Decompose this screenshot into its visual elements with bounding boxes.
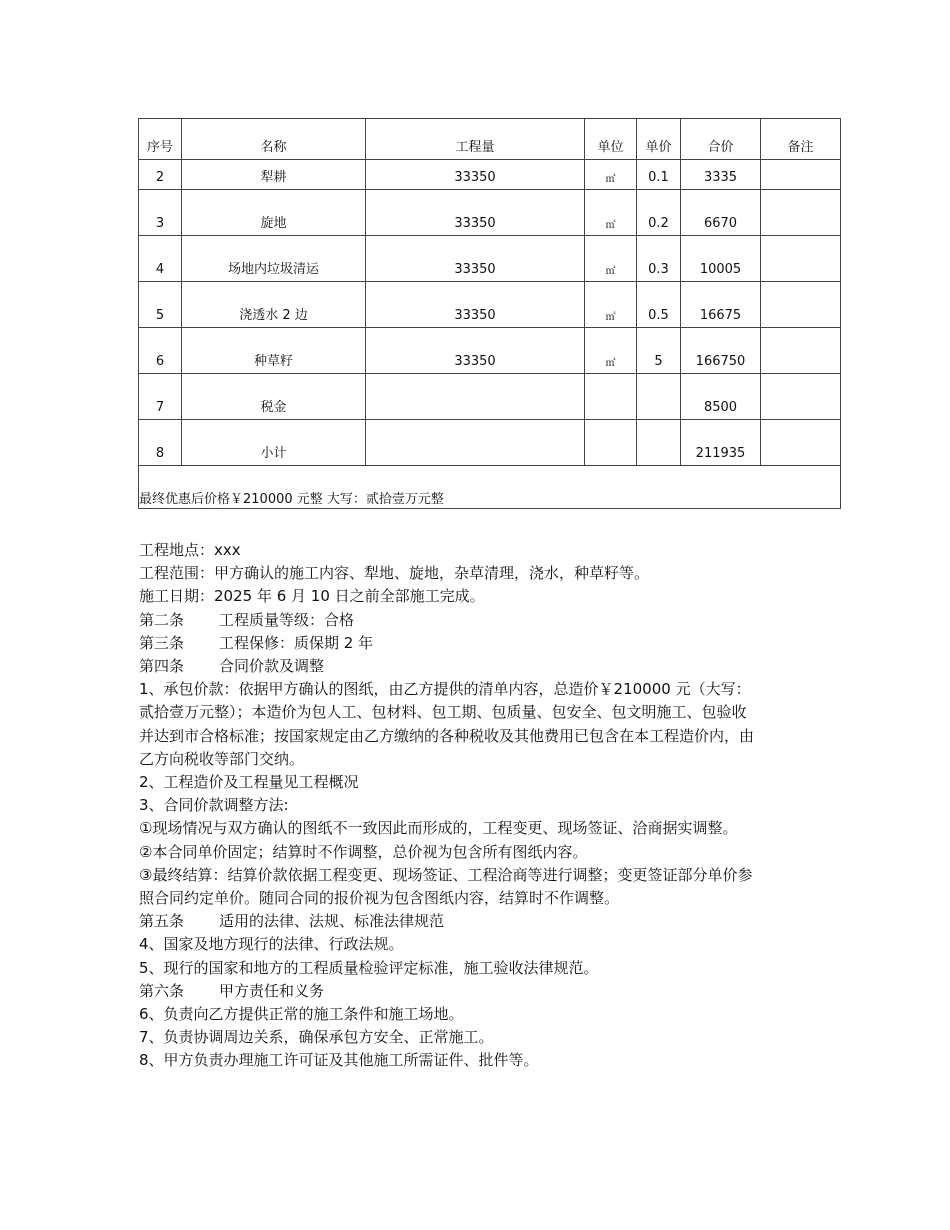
paragraph-line: 5、现行的国家和地方的工程质量检验评定标准，施工验收法律规范。 bbox=[139, 958, 599, 977]
table-row bbox=[139, 236, 841, 282]
header-cell-unit: 单位 bbox=[585, 119, 637, 160]
article-heading bbox=[139, 655, 829, 678]
paragraph-line: 照合同约定单价。随同合同的报价视为包含图纸内容，结算时不作调整。 bbox=[139, 889, 620, 908]
cell-name: 税金 bbox=[182, 374, 366, 420]
cell-total: 16675 bbox=[681, 282, 761, 328]
header-cell-qty: 工程量 bbox=[366, 119, 585, 160]
cell-name: 犁耕 bbox=[182, 160, 366, 190]
header-cell-price: 单价 bbox=[637, 119, 681, 160]
cell-qty: 33350 bbox=[366, 328, 585, 374]
article-title: 适用的法律、法规、标准法律规范 bbox=[219, 912, 445, 931]
header-cell-name: 名称 bbox=[182, 119, 366, 160]
paragraph-line: 1、承包价款：依据甲方确认的图纸，由乙方提供的清单内容，总造价￥210000 元（大写： bbox=[139, 680, 751, 699]
cell-no: 5 bbox=[139, 282, 182, 328]
table-row bbox=[139, 374, 841, 420]
header-cell-note: 备注 bbox=[761, 119, 841, 160]
table-row bbox=[139, 420, 841, 466]
cell-qty: 33350 bbox=[366, 236, 585, 282]
cell-qty bbox=[366, 420, 585, 466]
cell-qty: 33350 bbox=[366, 190, 585, 236]
paragraph-line: 7、负责协调周边关系，确保承包方安全、正常施工。 bbox=[139, 1028, 494, 1047]
header-cell-total: 合价 bbox=[681, 119, 761, 160]
cell-price: 0.3 bbox=[637, 236, 681, 282]
table-row bbox=[139, 160, 841, 190]
cell-price bbox=[637, 374, 681, 420]
paragraph-line: 4、国家及地方现行的法律、行政法规。 bbox=[139, 935, 404, 954]
cell-price: 0.2 bbox=[637, 190, 681, 236]
paragraph-line: 8、甲方负责办理施工许可证及其他施工所需证件、批件等。 bbox=[139, 1051, 539, 1070]
cell-name: 浇透水 2 边 bbox=[182, 282, 366, 328]
paragraph-line: 贰拾壹万元整）；本造价为包人工、包材料、包工期、包质量、包安全、包文明施工、包验收 bbox=[139, 703, 747, 722]
cell-no: 3 bbox=[139, 190, 182, 236]
final-price-text: 最终优惠后价格￥210000 元整 大写：贰拾壹万元整 bbox=[139, 466, 841, 509]
cell-note bbox=[761, 374, 841, 420]
cell-price: 0.5 bbox=[637, 282, 681, 328]
paragraph-line: 并达到市合格标准；按国家规定由乙方缴纳的各种税收及其他费用已包含在本工程造价内，由 bbox=[139, 726, 755, 745]
contract-body bbox=[139, 539, 829, 1073]
cell-unit: ㎡ bbox=[585, 190, 637, 236]
cell-no: 2 bbox=[139, 160, 182, 190]
header-cell-no: 序号 bbox=[139, 119, 182, 160]
cell-name: 种草籽 bbox=[182, 328, 366, 374]
cell-note bbox=[761, 160, 841, 190]
article-title: 工程保修：质保期 2 年 bbox=[219, 633, 374, 652]
article-title: 合同价款及调整 bbox=[219, 657, 325, 676]
construction-date: 施工日期：2025 年 6 月 10 日之前全部施工完成。 bbox=[139, 587, 485, 606]
cell-no: 7 bbox=[139, 374, 182, 420]
paragraph-line: 6、负责向乙方提供正常的施工条件和施工场地。 bbox=[139, 1005, 464, 1024]
paragraph-line: 2、工程造价及工程量见工程概况 bbox=[139, 773, 359, 792]
table-row bbox=[139, 190, 841, 236]
cell-qty: 33350 bbox=[366, 160, 585, 190]
article-title: 工程质量等级：合格 bbox=[219, 610, 355, 629]
cell-no: 8 bbox=[139, 420, 182, 466]
table-row bbox=[139, 328, 841, 374]
cell-unit: ㎡ bbox=[585, 282, 637, 328]
cell-unit: ㎡ bbox=[585, 236, 637, 282]
cell-no: 6 bbox=[139, 328, 182, 374]
cell-price bbox=[637, 420, 681, 466]
cell-no: 4 bbox=[139, 236, 182, 282]
cell-total: 6670 bbox=[681, 190, 761, 236]
paragraph-line: ②本合同单价固定；结算时不作调整，总价视为包含所有图纸内容。 bbox=[139, 842, 588, 861]
cell-price: 0.1 bbox=[637, 160, 681, 190]
paragraph-line: 3、合同价款调整方法: bbox=[139, 796, 289, 815]
cell-total: 8500 bbox=[681, 374, 761, 420]
article-heading bbox=[139, 910, 829, 933]
cell-note bbox=[761, 420, 841, 466]
article-heading bbox=[139, 609, 829, 632]
cell-note bbox=[761, 190, 841, 236]
cell-unit bbox=[585, 420, 637, 466]
cell-unit: ㎡ bbox=[585, 328, 637, 374]
cell-note bbox=[761, 236, 841, 282]
project-location: 工程地点：xxx bbox=[139, 541, 241, 559]
cell-price: 5 bbox=[637, 328, 681, 374]
cell-qty: 33350 bbox=[366, 282, 585, 328]
project-scope: 工程范围：甲方确认的施工内容、犁地、旋地，杂草清理，浇水，种草籽等。 bbox=[139, 564, 650, 583]
cell-total: 3335 bbox=[681, 160, 761, 190]
article-number: 第五条 bbox=[139, 912, 185, 931]
table-row bbox=[139, 282, 841, 328]
cell-name: 小计 bbox=[182, 420, 366, 466]
paragraph-line: ①现场情况与双方确认的图纸不一致因此而形成的，工程变更、现场签证、洽商据实调整。 bbox=[139, 819, 738, 838]
article-number: 第四条 bbox=[139, 657, 185, 676]
cell-note bbox=[761, 282, 841, 328]
cell-total: 211935 bbox=[681, 420, 761, 466]
article-heading bbox=[139, 632, 829, 655]
cell-unit: ㎡ bbox=[585, 160, 637, 190]
cell-qty bbox=[366, 374, 585, 420]
paragraph-line: 乙方向税收等部门交纳。 bbox=[139, 749, 305, 768]
cell-total: 10005 bbox=[681, 236, 761, 282]
quote-table bbox=[138, 118, 841, 509]
article-number: 第二条 bbox=[139, 610, 185, 629]
paragraph-line: ③最终结算：结算价款依据工程变更、现场签证、工程洽商等进行调整；变更签证部分单价参 bbox=[139, 865, 753, 884]
table-footer-row bbox=[139, 466, 841, 509]
cell-name: 旋地 bbox=[182, 190, 366, 236]
article-number: 第三条 bbox=[139, 633, 185, 652]
cell-total: 166750 bbox=[681, 328, 761, 374]
cell-name: 场地内垃圾清运 bbox=[182, 236, 366, 282]
cell-note bbox=[761, 328, 841, 374]
article-title: 甲方责任和义务 bbox=[219, 981, 325, 1000]
cell-unit bbox=[585, 374, 637, 420]
table-header-row bbox=[139, 119, 841, 160]
article-heading bbox=[139, 980, 829, 1003]
article-number: 第六条 bbox=[139, 981, 185, 1000]
